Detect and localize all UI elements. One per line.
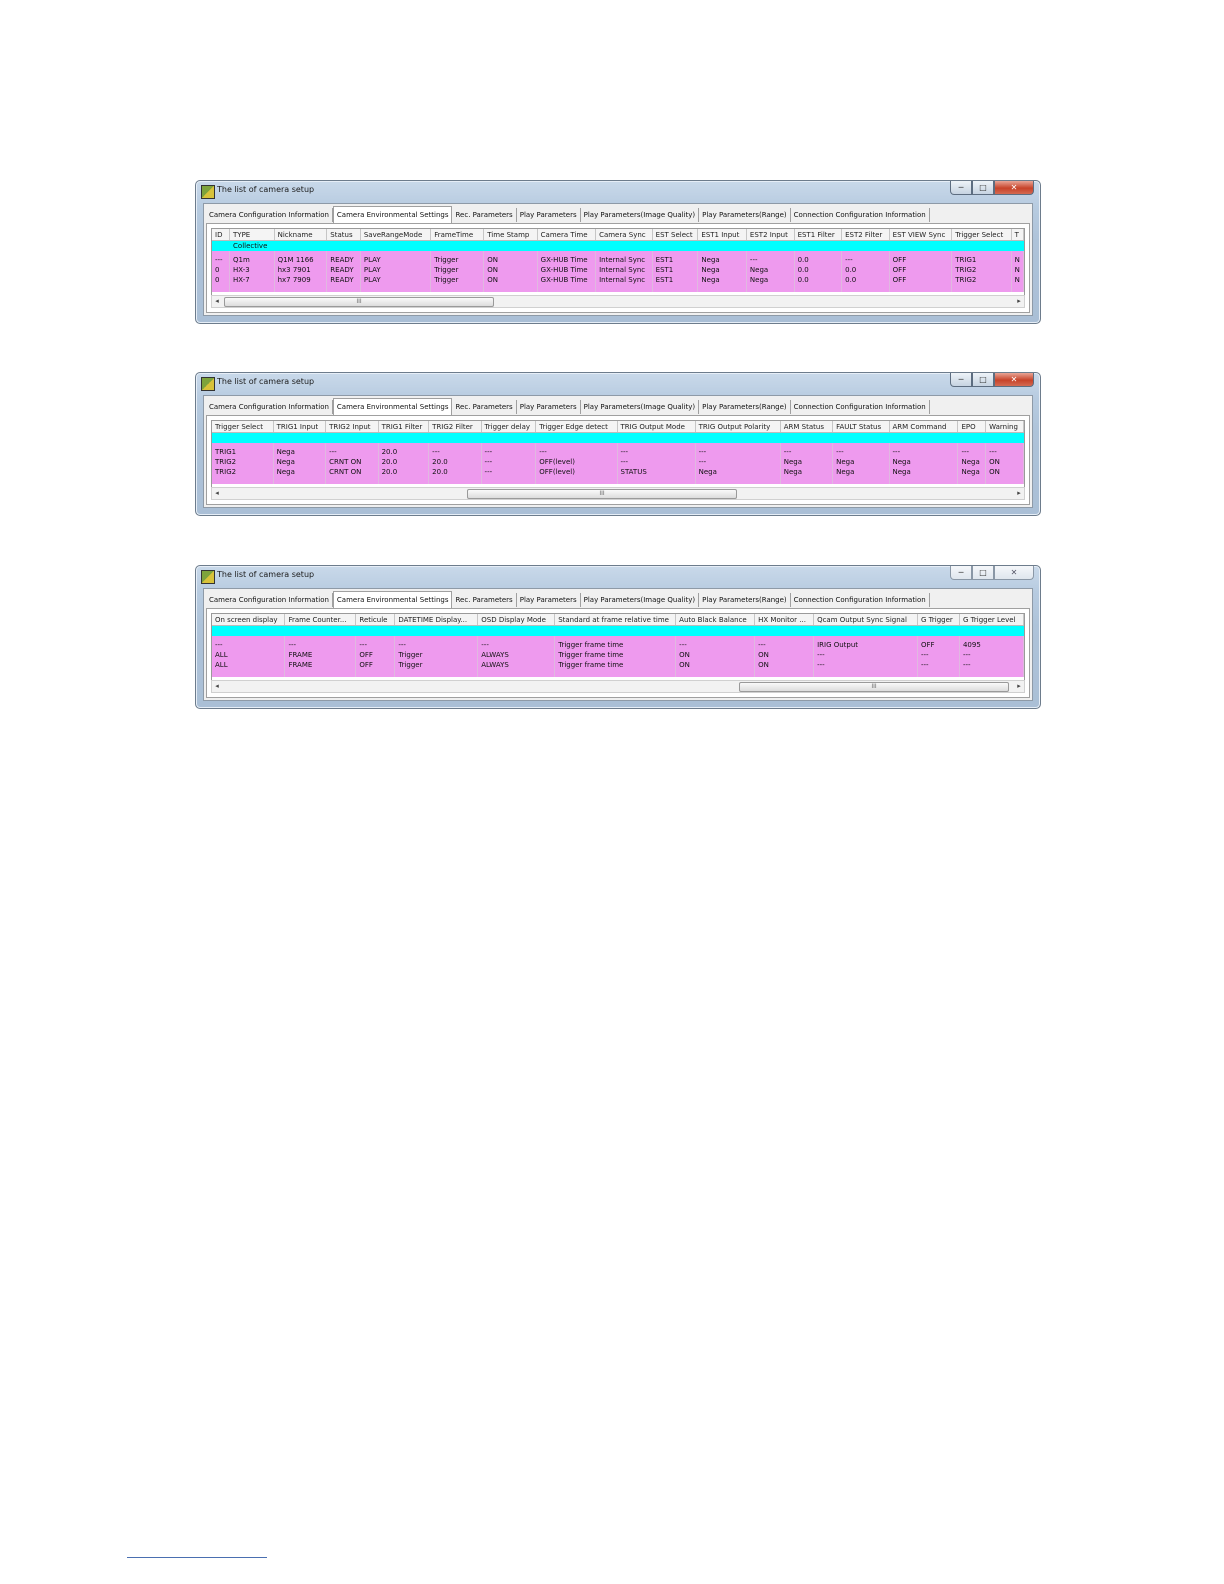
- cell: ---: [481, 447, 536, 457]
- cell: OFF(level): [536, 467, 617, 477]
- cell: ---: [695, 457, 780, 467]
- cell: 0.0: [794, 275, 842, 285]
- cell: N: [1011, 265, 1023, 275]
- table-row[interactable]: [212, 660, 1024, 670]
- cell: PLAY: [360, 275, 430, 285]
- app-icon: [201, 185, 215, 199]
- minimize-button[interactable]: ─: [950, 566, 972, 580]
- app-icon: [201, 377, 215, 391]
- cell: Trigger frame time: [555, 660, 676, 670]
- scroll-left-arrow-icon[interactable]: ◂: [215, 682, 219, 690]
- column-header[interactable]: Trigger Select: [952, 229, 1011, 241]
- cell: ALWAYS: [478, 650, 555, 660]
- cell: PLAY: [360, 255, 430, 265]
- cell: ---: [478, 640, 555, 650]
- tab-play-parameters-range[interactable]: Play Parameters(Range): [699, 208, 791, 222]
- minimize-button[interactable]: ─: [950, 181, 972, 195]
- scroll-right-arrow-icon[interactable]: ▸: [1017, 297, 1021, 305]
- cell: Trigger: [431, 275, 484, 285]
- cell: READY: [327, 275, 361, 285]
- tab-play-parameters-range[interactable]: Play Parameters(Range): [699, 400, 791, 414]
- column-header[interactable]: G Trigger Level: [959, 614, 1023, 626]
- window-title: The list of camera setup: [217, 377, 315, 386]
- settings-grid[interactable]: [211, 228, 1025, 305]
- cell: ON: [986, 457, 1024, 467]
- client-area: [203, 395, 1033, 508]
- cell: 0.0: [842, 265, 890, 275]
- column-header[interactable]: Status: [327, 229, 361, 241]
- cell: ---: [959, 650, 1023, 660]
- cell: Nega: [698, 255, 747, 265]
- cell: OFF: [356, 660, 395, 670]
- cell: Internal Sync: [596, 255, 653, 265]
- cell: N: [1011, 275, 1023, 285]
- column-header[interactable]: T: [1011, 229, 1023, 241]
- camera-setup-window: [195, 180, 1041, 324]
- close-button[interactable]: ✕: [994, 566, 1034, 580]
- tab-strip: [206, 208, 1030, 224]
- tab-play-parameters-image-quality[interactable]: Play Parameters(Image Quality): [581, 208, 700, 222]
- scroll-left-arrow-icon[interactable]: ◂: [215, 489, 219, 497]
- column-header[interactable]: TRIG Output Polarity: [695, 421, 780, 433]
- tab-play-parameters-range[interactable]: Play Parameters(Range): [699, 593, 791, 607]
- cell: READY: [327, 255, 361, 265]
- column-header[interactable]: EST2 Filter: [842, 229, 890, 241]
- cell: 0: [212, 265, 230, 275]
- maximize-button[interactable]: □: [972, 373, 994, 387]
- cell: IRIG Output: [814, 640, 918, 650]
- cell: ON: [676, 650, 755, 660]
- column-header[interactable]: ARM Status: [780, 421, 832, 433]
- cell: ---: [536, 447, 617, 457]
- horizontal-scrollbar[interactable]: [211, 680, 1025, 693]
- cell: TRIG1: [212, 447, 273, 457]
- tab-rec-parameters[interactable]: Rec. Parameters: [452, 208, 516, 222]
- cell: Nega: [833, 467, 889, 477]
- table-row[interactable]: [212, 255, 1024, 265]
- cell: CRNT ON: [326, 457, 378, 467]
- column-header[interactable]: Trigger delay: [481, 421, 536, 433]
- cell: ---: [889, 447, 958, 457]
- cell: Internal Sync: [596, 265, 653, 275]
- cell: OFF(level): [536, 457, 617, 467]
- column-header[interactable]: Camera Time: [537, 229, 595, 241]
- maximize-button[interactable]: □: [972, 566, 994, 580]
- collective-row[interactable]: [212, 626, 1024, 637]
- cell: Nega: [746, 275, 794, 285]
- cell: Nega: [746, 265, 794, 275]
- cell: ALL: [212, 650, 285, 660]
- title-bar[interactable]: [196, 373, 1040, 395]
- scroll-left-arrow-icon[interactable]: ◂: [215, 297, 219, 305]
- column-header[interactable]: Standard at frame relative time: [555, 614, 676, 626]
- scroll-right-arrow-icon[interactable]: ▸: [1017, 682, 1021, 690]
- column-header[interactable]: Trigger Edge detect: [536, 421, 617, 433]
- tab-camera-environmental-settings[interactable]: Camera Environmental Settings: [333, 591, 453, 609]
- cell: TRIG2: [952, 275, 1011, 285]
- cell: ON: [755, 650, 814, 660]
- camera-setup-window: [195, 372, 1041, 516]
- tab-camera-configuration-information[interactable]: Camera Configuration Information: [206, 208, 333, 222]
- cell: ---: [481, 467, 536, 477]
- cell: FRAME: [285, 650, 356, 660]
- horizontal-scrollbar[interactable]: [211, 295, 1025, 308]
- cell: hx7 7909: [274, 275, 327, 285]
- column-header[interactable]: TYPE: [230, 229, 275, 241]
- cell: PLAY: [360, 265, 430, 275]
- cell: Nega: [958, 457, 986, 467]
- cell: ---: [212, 255, 230, 265]
- column-header[interactable]: TRIG Output Mode: [617, 421, 695, 433]
- column-header[interactable]: EST Select: [652, 229, 698, 241]
- cell: TRIG2: [212, 467, 273, 477]
- cell: GX-HUB Time: [537, 265, 595, 275]
- window-title: The list of camera setup: [217, 185, 315, 194]
- cell: ---: [617, 447, 695, 457]
- column-header[interactable]: TRIG1 Filter: [378, 421, 429, 433]
- cell: ON: [484, 255, 537, 265]
- column-header[interactable]: Reticule: [356, 614, 395, 626]
- collective-row[interactable]: [212, 241, 1024, 252]
- cell: ---: [958, 447, 986, 457]
- cell: ON: [484, 265, 537, 275]
- column-header[interactable]: DATETIME Display...: [395, 614, 478, 626]
- tab-panel: [206, 608, 1030, 698]
- column-header[interactable]: EST2 Input: [746, 229, 794, 241]
- cell: ALL: [212, 660, 285, 670]
- table-row[interactable]: [212, 265, 1024, 275]
- table-row[interactable]: [212, 650, 1024, 660]
- tab-play-parameters[interactable]: Play Parameters: [517, 400, 581, 414]
- column-header[interactable]: Time Stamp: [484, 229, 537, 241]
- cell: ---: [833, 447, 889, 457]
- cell: 0: [212, 275, 230, 285]
- cell: Nega: [273, 467, 325, 477]
- cell: 4095: [959, 640, 1023, 650]
- cell: STATUS: [617, 467, 695, 477]
- scroll-thumb[interactable]: III: [224, 297, 494, 307]
- cell: ---: [356, 640, 395, 650]
- cell: Nega: [698, 275, 747, 285]
- cell: Nega: [889, 457, 958, 467]
- cell: 0.0: [794, 265, 842, 275]
- table-row[interactable]: [212, 457, 1024, 467]
- minimize-button[interactable]: ─: [950, 373, 972, 387]
- table-row[interactable]: [212, 467, 1024, 477]
- cell: ---: [617, 457, 695, 467]
- cell: ---: [746, 255, 794, 265]
- cell: ---: [676, 640, 755, 650]
- tab-camera-configuration-information[interactable]: Camera Configuration Information: [206, 400, 333, 414]
- cell: ---: [918, 650, 960, 660]
- cell: ---: [986, 447, 1024, 457]
- column-header[interactable]: HX Monitor ...: [755, 614, 814, 626]
- cell: Nega: [889, 467, 958, 477]
- tab-strip: [206, 593, 1030, 609]
- cell: EST1: [652, 275, 698, 285]
- cell: TRIG2: [952, 265, 1011, 275]
- tab-camera-environmental-settings[interactable]: Camera Environmental Settings: [333, 398, 453, 416]
- column-header[interactable]: TRIG2 Input: [326, 421, 378, 433]
- cell: Nega: [833, 457, 889, 467]
- tab-camera-environmental-settings[interactable]: Camera Environmental Settings: [333, 206, 453, 224]
- cell: Nega: [780, 467, 832, 477]
- column-header[interactable]: SaveRangeMode: [360, 229, 430, 241]
- column-header[interactable]: OSD Display Mode: [478, 614, 555, 626]
- cell: 20.0: [378, 467, 429, 477]
- cell: 20.0: [378, 457, 429, 467]
- cell: ON: [484, 275, 537, 285]
- cell: OFF: [889, 275, 952, 285]
- scroll-thumb[interactable]: III: [467, 489, 737, 499]
- cell: Nega: [698, 265, 747, 275]
- cell: TRIG2: [212, 457, 273, 467]
- cell: Trigger: [395, 660, 478, 670]
- cell: Trigger frame time: [555, 650, 676, 660]
- column-header[interactable]: EST1 Filter: [794, 229, 842, 241]
- cell: EST1: [652, 255, 698, 265]
- cell: ---: [918, 660, 960, 670]
- cell: Nega: [695, 467, 780, 477]
- scroll-thumb[interactable]: III: [739, 682, 1009, 692]
- cell: ---: [326, 447, 378, 457]
- cell: ON: [986, 467, 1024, 477]
- column-header[interactable]: ID: [212, 229, 230, 241]
- cell: Nega: [780, 457, 832, 467]
- column-header[interactable]: Frame Counter...: [285, 614, 356, 626]
- title-bar[interactable]: [196, 566, 1040, 588]
- cell: OFF: [889, 255, 952, 265]
- client-area: [203, 588, 1033, 701]
- cell: 20.0: [429, 457, 481, 467]
- cell: Nega: [273, 457, 325, 467]
- tab-connection-configuration-information[interactable]: Connection Configuration Information: [791, 208, 930, 222]
- tab-play-parameters[interactable]: Play Parameters: [517, 208, 581, 222]
- tab-play-parameters-image-quality[interactable]: Play Parameters(Image Quality): [581, 400, 700, 414]
- cell: ---: [481, 457, 536, 467]
- cell: N: [1011, 255, 1023, 265]
- cell: OFF: [889, 265, 952, 275]
- column-header[interactable]: On screen display: [212, 614, 285, 626]
- cell: hx3 7901: [274, 265, 327, 275]
- cell: ON: [755, 660, 814, 670]
- column-header[interactable]: FrameTime: [431, 229, 484, 241]
- cell: Trigger: [431, 265, 484, 275]
- cell: HX-3: [230, 265, 275, 275]
- cell: READY: [327, 265, 361, 275]
- table-row[interactable]: [212, 275, 1024, 285]
- column-header[interactable]: TRIG2 Filter: [429, 421, 481, 433]
- app-icon: [201, 570, 215, 584]
- cell: OFF: [918, 640, 960, 650]
- column-header[interactable]: EPO: [958, 421, 986, 433]
- cell: ---: [429, 447, 481, 457]
- settings-grid[interactable]: [211, 613, 1025, 690]
- cell: ---: [842, 255, 890, 265]
- cell: 0.0: [794, 255, 842, 265]
- column-header[interactable]: EST1 Input: [698, 229, 747, 241]
- cell: ON: [676, 660, 755, 670]
- cell: ---: [212, 640, 285, 650]
- table-row[interactable]: [212, 640, 1024, 650]
- cell: HX-7: [230, 275, 275, 285]
- title-bar[interactable]: [196, 181, 1040, 203]
- cell: Q1M 1166: [274, 255, 327, 265]
- column-header[interactable]: Camera Sync: [596, 229, 653, 241]
- cell: ALWAYS: [478, 660, 555, 670]
- tab-panel: [206, 415, 1030, 505]
- cell: ---: [814, 660, 918, 670]
- collective-cell: Collective: [230, 241, 275, 252]
- tab-camera-configuration-information[interactable]: Camera Configuration Information: [206, 593, 333, 607]
- maximize-button[interactable]: □: [972, 181, 994, 195]
- column-header[interactable]: FAULT Status: [833, 421, 889, 433]
- collective-row[interactable]: [212, 433, 1024, 444]
- cell: EST1: [652, 265, 698, 275]
- tab-connection-configuration-information[interactable]: Connection Configuration Information: [791, 400, 930, 414]
- horizontal-scrollbar[interactable]: [211, 487, 1025, 500]
- cell: 0.0: [842, 275, 890, 285]
- cell: TRIG1: [952, 255, 1011, 265]
- footnote-separator: [127, 1557, 267, 1558]
- tab-strip: [206, 400, 1030, 416]
- column-header[interactable]: ARM Command: [889, 421, 958, 433]
- cell: 20.0: [429, 467, 481, 477]
- cell: ---: [395, 640, 478, 650]
- cell: ---: [755, 640, 814, 650]
- column-header[interactable]: Qcam Output Sync Signal: [814, 614, 918, 626]
- tab-play-parameters-image-quality[interactable]: Play Parameters(Image Quality): [581, 593, 700, 607]
- tab-play-parameters[interactable]: Play Parameters: [517, 593, 581, 607]
- cell: Nega: [958, 467, 986, 477]
- tab-rec-parameters[interactable]: Rec. Parameters: [452, 593, 516, 607]
- column-header[interactable]: G Trigger: [918, 614, 960, 626]
- cell: Q1m: [230, 255, 275, 265]
- cell: ---: [959, 660, 1023, 670]
- cell: GX-HUB Time: [537, 255, 595, 265]
- cell: ---: [780, 447, 832, 457]
- cell: 20.0: [378, 447, 429, 457]
- cell: OFF: [356, 650, 395, 660]
- settings-grid[interactable]: [211, 420, 1025, 497]
- column-header[interactable]: TRIG1 Input: [273, 421, 325, 433]
- column-header[interactable]: Auto Black Balance: [676, 614, 755, 626]
- camera-setup-window: [195, 565, 1041, 709]
- tab-rec-parameters[interactable]: Rec. Parameters: [452, 400, 516, 414]
- cell: Internal Sync: [596, 275, 653, 285]
- scroll-right-arrow-icon[interactable]: ▸: [1017, 489, 1021, 497]
- tab-connection-configuration-information[interactable]: Connection Configuration Information: [791, 593, 930, 607]
- column-header[interactable]: Warning: [986, 421, 1024, 433]
- client-area: [203, 203, 1033, 316]
- cell: Trigger frame time: [555, 640, 676, 650]
- cell: ---: [814, 650, 918, 660]
- cell: Trigger: [431, 255, 484, 265]
- column-header[interactable]: Nickname: [274, 229, 327, 241]
- tab-panel: [206, 223, 1030, 313]
- table-row[interactable]: [212, 447, 1024, 457]
- column-header[interactable]: Trigger Select: [212, 421, 273, 433]
- cell: GX-HUB Time: [537, 275, 595, 285]
- cell: ---: [695, 447, 780, 457]
- cell: Nega: [273, 447, 325, 457]
- close-button[interactable]: ✕: [994, 373, 1034, 387]
- cell: FRAME: [285, 660, 356, 670]
- cell: CRNT ON: [326, 467, 378, 477]
- column-header[interactable]: EST VIEW Sync: [889, 229, 952, 241]
- cell: ---: [285, 640, 356, 650]
- cell: Trigger: [395, 650, 478, 660]
- close-button[interactable]: ✕: [994, 181, 1034, 195]
- window-title: The list of camera setup: [217, 570, 315, 579]
